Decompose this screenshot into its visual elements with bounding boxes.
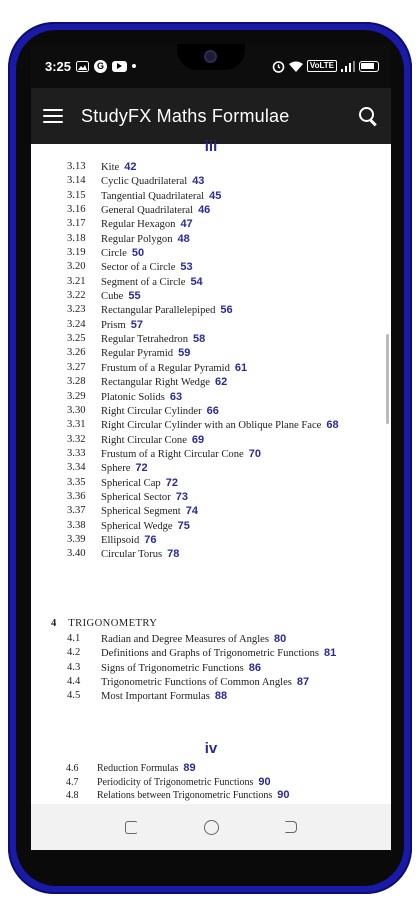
- toc-entry[interactable]: [31, 260, 391, 274]
- toc-entry-title: [101, 646, 336, 661]
- toc-entry[interactable]: [31, 289, 391, 303]
- toc-entry-title-text: Prism: [101, 319, 126, 331]
- toc-entry-title-text: Frustum of a Regular Pyramid: [101, 362, 230, 374]
- toc-entry-title-text: Reduction Formulas: [97, 763, 179, 774]
- toc-entry-title-text: Spherical Segment: [101, 506, 181, 518]
- toc-entry[interactable]: [31, 390, 391, 404]
- toc-entry-title: [101, 189, 221, 204]
- toc-entry-title-text: Segment of a Circle: [101, 276, 186, 288]
- toc-entry-title-text: Right Circular Cone: [101, 434, 187, 446]
- toc-entry[interactable]: [31, 217, 391, 231]
- toc-entry-title-text: Ellipsoid: [101, 534, 140, 546]
- toc-entry-title-text: Signs of Trigonometric Functions: [101, 662, 244, 674]
- toc-entry-number: 3.19: [67, 247, 86, 259]
- toc-entry-page-link[interactable]: 61: [234, 361, 248, 374]
- toc-entry-page-link[interactable]: 56: [220, 304, 233, 317]
- toc-entry-title: [101, 160, 137, 175]
- toc-entry[interactable]: [31, 776, 391, 790]
- toc-entry-title: [101, 632, 286, 647]
- gallery-icon: [76, 61, 89, 72]
- toc-entry-title-text: Kite: [101, 162, 120, 173]
- back-icon: [285, 821, 297, 833]
- google-icon: G: [94, 60, 107, 73]
- toc-entry-number: 3.30: [67, 404, 86, 416]
- toc-entry-title: [101, 533, 157, 548]
- toc-entry-number: 3.14: [67, 175, 86, 187]
- toc-entry-page-link[interactable]: 50: [131, 247, 145, 260]
- section-heading: [51, 618, 157, 629]
- toc-entry-title-text: Cube: [101, 291, 124, 303]
- toc-entry-title: [101, 217, 193, 232]
- toc-entry[interactable]: [31, 533, 391, 547]
- toc-entry-title-text: Regular Hexagon: [101, 219, 176, 231]
- toc-entry-number: 4.4: [67, 676, 81, 688]
- toc-entry-number: 3.15: [67, 189, 86, 201]
- toc-entry-title-text: Rectangular Parallelepiped: [101, 305, 216, 317]
- toc-entry-page-link[interactable]: 47: [180, 218, 193, 231]
- toc-entry-title-text: Regular Polygon: [101, 233, 173, 245]
- app-title: StudyFX Maths Formulae: [81, 105, 290, 126]
- toc-entry-title: [97, 776, 271, 790]
- toc-entry-title: [101, 246, 144, 261]
- toc-entry-page-link[interactable]: 80: [273, 633, 287, 645]
- app-bar: [31, 88, 391, 144]
- toc-entry-page-link[interactable]: 53: [180, 261, 193, 274]
- toc-entry-title-text: Regular Pyramid: [101, 348, 174, 360]
- toc-entry[interactable]: [31, 675, 391, 689]
- toc-entry-page-link[interactable]: 54: [190, 275, 203, 288]
- toc-entry[interactable]: [31, 519, 391, 533]
- toc-entry-title: [101, 303, 233, 318]
- section-number: 4: [51, 618, 57, 629]
- toc-entry-number: 4.3: [67, 661, 81, 673]
- youtube-icon: [112, 61, 127, 72]
- toc-entry-title: [101, 661, 261, 676]
- toc-list-trig: [31, 632, 391, 704]
- home-button[interactable]: [196, 812, 226, 842]
- toc-entry-number: 3.13: [67, 161, 86, 172]
- toc-entry-page-link[interactable]: 63: [169, 390, 183, 403]
- toc-entry-page-link[interactable]: 87: [296, 676, 310, 689]
- toc-entry[interactable]: [31, 504, 391, 518]
- section-title: TRIGONOMETRY: [68, 618, 158, 629]
- toc-entry-number: 3.21: [67, 275, 86, 287]
- toc-entry[interactable]: [31, 189, 391, 203]
- recent-apps-icon: [125, 821, 138, 834]
- toc-entry-page-link[interactable]: 72: [135, 462, 148, 475]
- toc-entry-title: [101, 675, 309, 690]
- toc-entry-number: 3.28: [67, 376, 86, 388]
- toc-entry[interactable]: [31, 332, 391, 346]
- toc-entry-number: 4.5: [67, 690, 81, 702]
- toc-entry-page-link[interactable]: 78: [167, 548, 180, 561]
- toc-entry-number: 3.24: [67, 318, 86, 330]
- toc-entry-page-link[interactable]: 69: [191, 433, 205, 446]
- toc-entry[interactable]: [31, 689, 391, 703]
- toc-entry-title: [101, 275, 203, 290]
- toc-entry-title: [101, 447, 261, 462]
- toc-entry-title: [97, 762, 196, 776]
- toc-entry-title-text: Right Circular Cylinder: [101, 405, 202, 417]
- toc-entry[interactable]: [31, 762, 391, 776]
- toc-entry-title-text: Trigonometric Functions of Common Angles: [101, 677, 292, 689]
- toc-entry-title: [101, 519, 190, 534]
- toc-entry-page-link[interactable]: 43: [192, 175, 205, 188]
- front-camera: [204, 50, 217, 63]
- battery-icon: [359, 61, 379, 72]
- toc-entry-page-link[interactable]: 75: [177, 519, 190, 532]
- volte-icon: VoLTE: [307, 60, 337, 72]
- toc-entry[interactable]: [31, 318, 391, 332]
- toc-entry-page-link[interactable]: 45: [209, 189, 222, 202]
- toc-entry[interactable]: [31, 476, 391, 490]
- toc-entry-number: 3.23: [67, 304, 86, 316]
- toc-entry-title: [101, 232, 190, 247]
- toc-entry-page-link[interactable]: 62: [214, 376, 228, 389]
- page-number-iii: iii: [204, 138, 218, 155]
- status-bar: [31, 44, 391, 88]
- toc-entry-title-text: Definitions and Graphs of Trigonometric Functions: [101, 648, 320, 660]
- toc-entry-number: 3.22: [67, 290, 86, 302]
- search-icon[interactable]: [357, 105, 379, 127]
- toc-entry-number: 4.7: [66, 776, 79, 788]
- toc-entry[interactable]: [31, 646, 391, 660]
- toc-entry[interactable]: [31, 303, 391, 317]
- toc-entry-title: [101, 476, 178, 491]
- more-notifications-icon: [132, 64, 136, 68]
- status-time: 3:25: [45, 58, 72, 74]
- toc-entry[interactable]: [31, 418, 391, 432]
- toc-entry[interactable]: [31, 447, 391, 461]
- toc-entry-number: 3.34: [67, 462, 86, 474]
- toc-entry-title-text: General Quadrilateral: [101, 205, 194, 217]
- toc-entry-title-text: Frustum of a Right Circular Cone: [101, 448, 244, 460]
- toc-entry[interactable]: [31, 547, 391, 561]
- toc-entry-title-text: Spherical Wedge: [101, 520, 173, 532]
- toc-entry-number: 3.31: [67, 419, 86, 431]
- toc-entry-number: 3.27: [67, 361, 86, 373]
- toc-entry-page-link[interactable]: 55: [128, 290, 141, 303]
- toc-entry[interactable]: [31, 174, 391, 188]
- page-number-iv: iv: [204, 740, 218, 757]
- toc-entry[interactable]: [31, 661, 391, 675]
- toc-entry-number: 3.25: [67, 333, 86, 345]
- toc-entry[interactable]: [31, 160, 391, 174]
- toc-entry-number: 3.37: [67, 505, 86, 517]
- toc-entry-page-link[interactable]: 89: [183, 762, 196, 774]
- toc-entry-title: [101, 418, 339, 433]
- toc-entry-title: [101, 318, 143, 333]
- toc-entry-number: 3.26: [67, 347, 86, 359]
- toc-entry-page-link[interactable]: 57: [130, 318, 143, 331]
- toc-entry-number: 3.32: [67, 433, 86, 445]
- toc-entry-title: [101, 390, 182, 405]
- alarm-icon: [272, 60, 285, 73]
- recent-apps-button[interactable]: [116, 812, 146, 842]
- screen: [31, 44, 391, 850]
- toc-entry-title: [101, 260, 193, 275]
- toc-entry-page-link[interactable]: 59: [178, 347, 191, 360]
- toc-entry[interactable]: [31, 346, 391, 360]
- toc-entry-title-text: Spherical Cap: [101, 477, 161, 489]
- toc-entry-title-text: Cyclic Quadrilateral: [101, 176, 188, 188]
- toc-entry-title-text: Periodicity of Trigonometric Functions: [97, 776, 254, 788]
- toc-entry-title-text: Regular Tetrahedron: [101, 334, 189, 346]
- toc-entry-page-link[interactable]: 42: [124, 161, 137, 173]
- toc-entry-number: 3.38: [67, 519, 86, 531]
- toc-entry-number: 4.6: [66, 763, 79, 774]
- toc-entry-title: [97, 789, 290, 803]
- toc-entry[interactable]: [31, 275, 391, 289]
- toc-entry-number: 3.29: [67, 390, 86, 402]
- toc-entry-title-text: Relations between Trigonometric Functions: [97, 790, 273, 802]
- toc-entry-title-text: Radian and Degree Measures of Angles: [101, 634, 269, 645]
- toc-entry-number: 4.1: [67, 633, 81, 644]
- toc-entry[interactable]: [31, 490, 391, 504]
- toc-entry-number: 3.40: [67, 548, 86, 560]
- menu-icon[interactable]: [43, 109, 63, 123]
- toc-entry-page-link[interactable]: 46: [198, 204, 211, 217]
- document-view[interactable]: [31, 138, 391, 804]
- toc-entry[interactable]: [31, 246, 391, 260]
- toc-entry-title-text: Tangential Quadrilateral: [101, 190, 205, 202]
- toc-entry-title: [101, 504, 198, 519]
- toc-entry[interactable]: [31, 361, 391, 375]
- toc-entry-title: [101, 547, 179, 562]
- toc-entry-number: 4.2: [67, 647, 81, 659]
- toc-entry-page-link[interactable]: 58: [193, 333, 206, 346]
- toc-entry-page-link[interactable]: 86: [248, 661, 261, 674]
- signal-icon: [341, 61, 355, 72]
- toc-entry-page-link[interactable]: 76: [144, 533, 157, 546]
- toc-entry-page-link[interactable]: 48: [177, 232, 190, 245]
- toc-entry-title-text: Circular Torus: [101, 549, 163, 561]
- toc-entry-number: 3.16: [67, 204, 86, 216]
- toc-entry-page-link[interactable]: 90: [258, 775, 271, 788]
- toc-entry[interactable]: [31, 232, 391, 246]
- toc-entry-page-link[interactable]: 66: [206, 404, 219, 417]
- toc-entry-title: [101, 461, 148, 476]
- toc-entry-title: [101, 404, 219, 419]
- toc-entry-page-link[interactable]: 72: [165, 476, 178, 489]
- toc-entry-title: [101, 361, 247, 376]
- toc-entry-page-link[interactable]: 68: [326, 419, 339, 432]
- toc-entry-number: 3.20: [67, 261, 86, 273]
- toc-entry[interactable]: [31, 375, 391, 389]
- toc-entry-title-text: Sector of a Circle: [101, 262, 176, 274]
- toc-entry-title: [101, 346, 190, 361]
- toc-entry-title-text: Rectangular Right Wedge: [101, 377, 210, 389]
- toc-list-iii: [31, 160, 391, 562]
- toc-entry[interactable]: [31, 632, 391, 646]
- toc-entry[interactable]: [31, 433, 391, 447]
- navigation-bar: [31, 804, 391, 850]
- toc-entry-title: [101, 203, 210, 218]
- toc-entry-number: 3.33: [67, 447, 86, 459]
- toc-entry-page-link[interactable]: 81: [324, 647, 337, 660]
- toc-entry-page-link[interactable]: 74: [185, 505, 198, 518]
- toc-entry-number: 3.18: [67, 232, 86, 244]
- toc-entry-title-text: Most Important Formulas: [101, 691, 210, 703]
- back-button[interactable]: [276, 812, 306, 842]
- toc-entry-title-text: Right Circular Cylinder with an Oblique Plane Face: [101, 420, 322, 432]
- home-icon: [204, 820, 219, 835]
- toc-entry-number: 3.36: [67, 490, 86, 502]
- toc-entry[interactable]: [31, 203, 391, 217]
- toc-entry-number: 3.35: [67, 476, 86, 488]
- scrollbar-thumb[interactable]: [386, 334, 389, 424]
- wifi-icon: [289, 61, 303, 72]
- toc-entry-page-link[interactable]: 70: [248, 447, 261, 460]
- toc-entry-page-link[interactable]: 88: [214, 690, 228, 703]
- toc-entry-page-link[interactable]: 73: [175, 490, 188, 503]
- toc-entry[interactable]: [31, 461, 391, 475]
- toc-entry-title: [101, 490, 188, 505]
- toc-entry-title-text: Platonic Solids: [101, 391, 165, 403]
- toc-entry-title: [101, 332, 205, 347]
- toc-entry-title: [101, 433, 204, 448]
- toc-entry-title-text: Sphere: [101, 463, 131, 475]
- toc-entry[interactable]: [31, 404, 391, 418]
- toc-entry-title-text: Circle: [101, 248, 127, 260]
- toc-entry-number: 3.17: [67, 218, 86, 230]
- toc-entry[interactable]: [31, 789, 391, 803]
- toc-entry-number: 4.8: [66, 790, 79, 802]
- toc-entry-title: [101, 289, 141, 304]
- toc-entry-page-link[interactable]: 90: [277, 789, 290, 802]
- toc-entry-title-text: Spherical Sector: [101, 491, 171, 503]
- toc-entry-title: [101, 375, 227, 390]
- toc-entry-title: [101, 174, 204, 189]
- toc-entry-title: [101, 689, 227, 704]
- toc-entry-number: 3.39: [67, 533, 86, 545]
